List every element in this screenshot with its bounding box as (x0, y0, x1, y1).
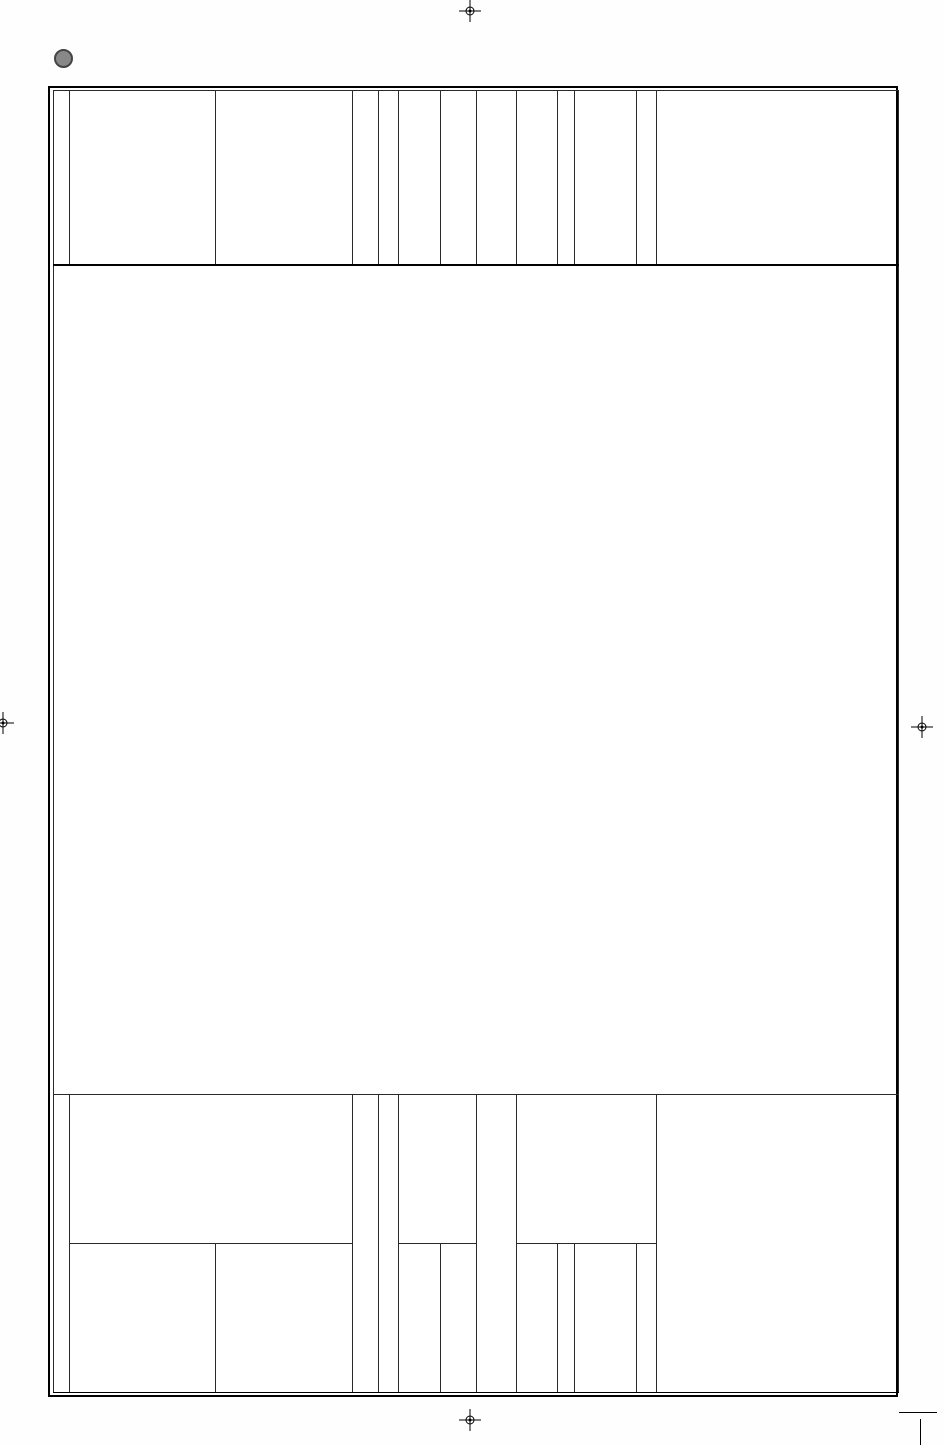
total-label (216, 91, 353, 265)
col-header-extent (399, 1243, 441, 1392)
col-header-trees (517, 1243, 558, 1392)
header-row-1 (54, 1094, 899, 1243)
col-header-name-group (70, 1094, 353, 1243)
col-header-wells (575, 1243, 637, 1392)
masthead (48, 44, 898, 82)
newspaper-logo-icon (54, 49, 73, 68)
total-section (54, 91, 899, 1393)
col-header-tenure (477, 1094, 517, 1392)
col-header-tree-count (558, 1243, 575, 1392)
col-header-hissa (379, 1094, 399, 1392)
total-kharab (441, 91, 477, 265)
corner-crop-mark (899, 1412, 937, 1413)
corner-crop-mark (920, 1419, 921, 1445)
col-header-occupant (216, 1243, 353, 1392)
col-header-survey (353, 1094, 379, 1392)
notification-table (48, 86, 898, 1397)
registration-mark-icon (459, 1409, 481, 1431)
newspaper-title (50, 44, 77, 75)
col-header-kharab (441, 1243, 477, 1392)
location-row (54, 265, 899, 1095)
total-extent (399, 91, 441, 265)
col-header-sl (54, 1094, 70, 1392)
col-header-land-group (517, 1094, 657, 1243)
col-header-extent-group (399, 1094, 477, 1243)
col-header-remarks (657, 1094, 899, 1392)
registration-mark-icon (0, 712, 14, 734)
registration-mark-icon (911, 716, 933, 738)
col-header-owner (70, 1243, 216, 1392)
registration-mark-icon (459, 0, 481, 22)
total-row (54, 91, 899, 265)
col-header-well-count (637, 1243, 657, 1392)
